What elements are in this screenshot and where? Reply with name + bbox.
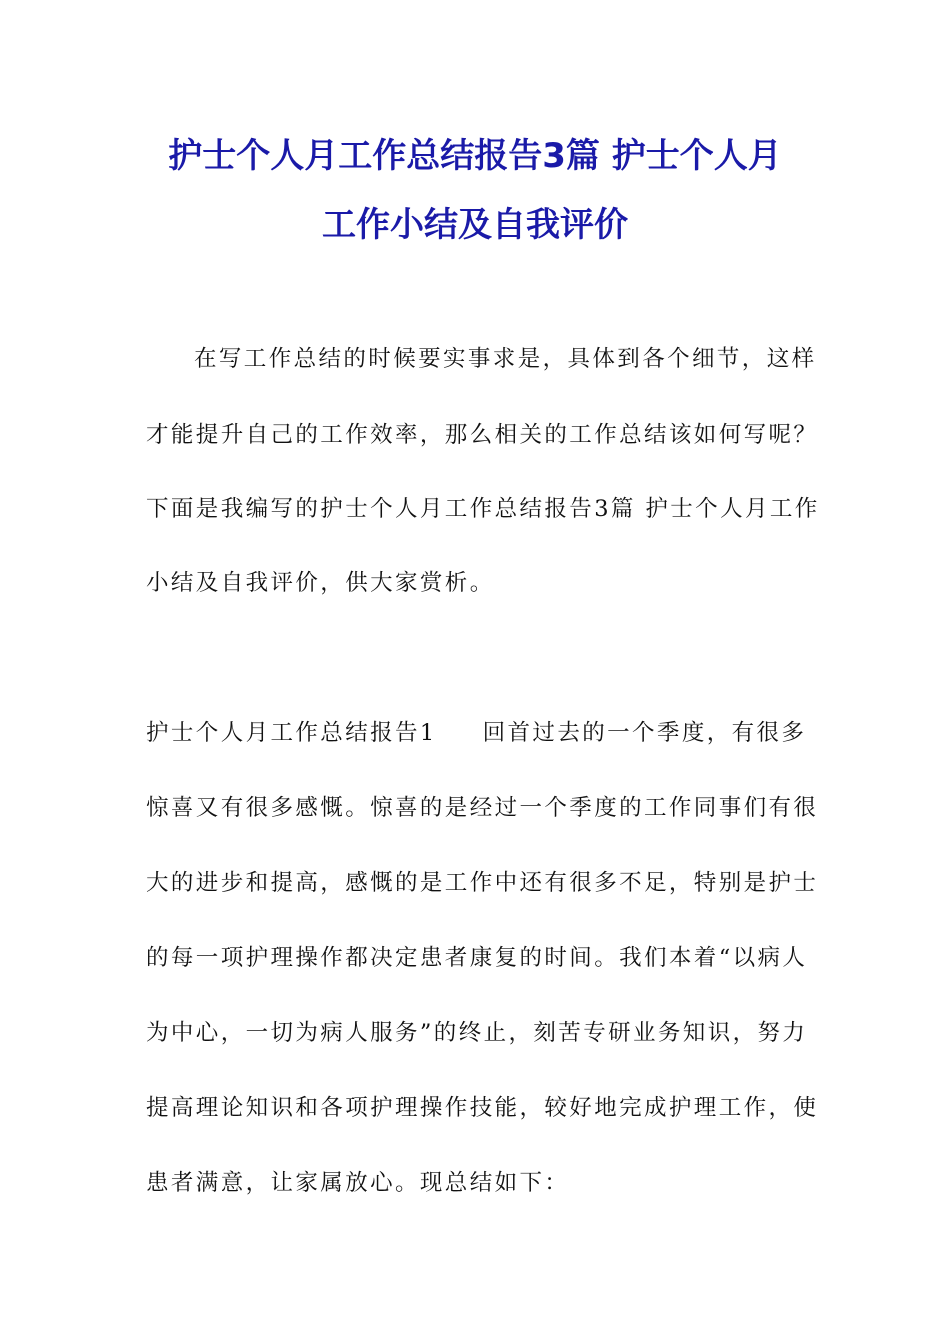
intro-line-4: 小结及自我评价，供大家赏析。: [146, 570, 495, 596]
section1-first-line: [146, 718, 806, 748]
intro-line-2: 才能提升自己的工作效率，那么相关的工作总结该如何写呢？: [146, 422, 819, 448]
section1-line-7: 患者满意，让家属放心。现总结如下：: [146, 1170, 570, 1196]
section1-line-2: 惊喜又有很多感慨。惊喜的是经过一个季度的工作同事们有很: [146, 795, 819, 821]
document-title-line-2: 工作小结及自我评价: [322, 205, 628, 245]
section1-heading: 护士个人月工作总结报告1: [146, 720, 437, 746]
section1-line-5: 为中心，一切为病人服务”的终止，刻苦专研业务知识，努力: [146, 1020, 808, 1046]
section1-line-3: 大的进步和提高，感慨的是工作中还有很多不足，特别是护士: [146, 870, 819, 896]
intro-line-1: 在写工作总结的时候要实事求是，具体到各个细节，这样: [194, 346, 817, 372]
section1-first-line-text: 回首过去的一个季度，有很多: [482, 720, 807, 746]
intro-line-3: 下面是我编写的护士个人月工作总结报告3篇 护士个人月工作: [146, 496, 820, 522]
document-title-line-1: 护士个人月工作总结报告3篇 护士个人月: [168, 136, 782, 176]
section1-line-6: 提高理论知识和各项护理操作技能，较好地完成护理工作，使: [146, 1095, 819, 1121]
section1-line-4: 的每一项护理操作都决定患者康复的时间。我们本着“以病人: [146, 945, 808, 971]
